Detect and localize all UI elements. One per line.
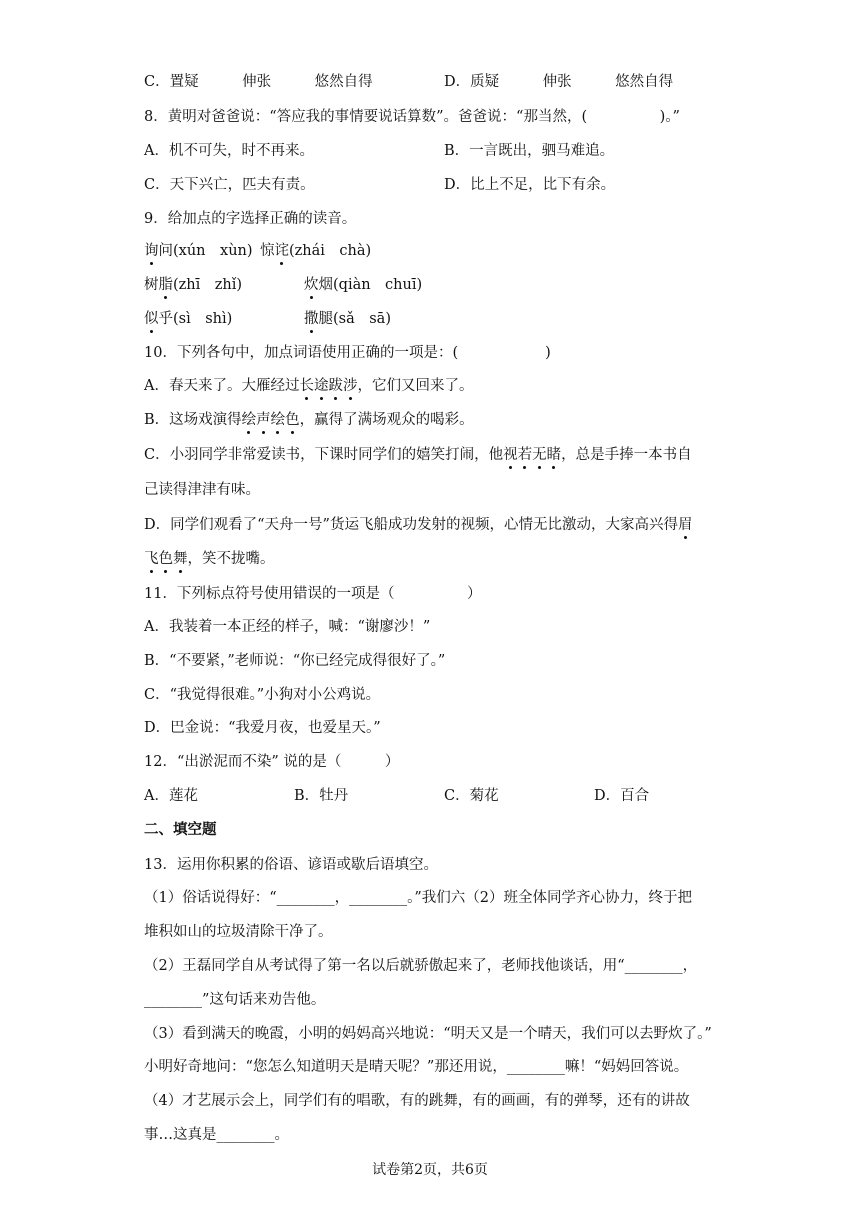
q9-word-1: 询问(xún xùn) <box>144 243 253 259</box>
q12-option-b: B．牡丹 <box>294 788 349 804</box>
q8-option-b: B．一言既出，驷马难追。 <box>444 143 615 159</box>
q12-option-d: D．百合 <box>594 788 650 804</box>
dotted-char: 眉 <box>677 517 693 533</box>
q8-option-c: C．天下兴亡，匹夫有责。 <box>144 177 315 193</box>
dotted-char: 跋 <box>328 378 343 394</box>
q11-option-c: C．“我觉得很难。”小狗对小公鸡说。 <box>144 687 381 703</box>
q12-option-c: C．菊花 <box>444 788 499 804</box>
dotted-char: 询 <box>144 243 159 259</box>
q9-word-3: 树脂(zhī zhǐ) <box>144 277 243 293</box>
q8-stem: 8．黄明对爸爸说：“答应我的事情要说话算数”。爸爸说：“那当然，( )。” <box>144 109 680 125</box>
q13-part3-line1: （3）看到满天的晚霞，小明的妈妈高兴地说：“明天又是一个晴天，我们可以去野炊了。” <box>144 1026 712 1042</box>
dotted-char: 声 <box>256 412 271 428</box>
q13-part3-line2: 小明好奇地问：“您怎么知道明天是晴天呢？”那还用说，________嘛！“妈妈回答说。 <box>144 1059 689 1075</box>
q7-option-c: C．置疑 伸张 悠然自得 <box>144 74 373 90</box>
dotted-char: 撒 <box>304 311 319 327</box>
q10-option-d-line2: 飞色舞，笑不拢嘴。 <box>144 551 275 567</box>
dotted-char: 绘 <box>241 412 257 428</box>
dotted-char: 色 <box>158 551 173 567</box>
q10-option-a: A．春天来了。大雁经过长途跋涉，它们又回来了。 <box>144 378 474 394</box>
q8-option-d: D．比上不足，比下有余。 <box>444 177 616 193</box>
dotted-char: 似 <box>144 311 159 327</box>
dotted-char: 色 <box>285 412 300 428</box>
q13-part2-line1: （2）王磊同学自从考试得了第一名以后就骄傲起来了，老师找他谈话，用“________， <box>144 958 698 974</box>
q10-option-c-line2: 己读得津津有味。 <box>144 482 260 498</box>
dotted-char: 诧 <box>274 243 289 259</box>
section-heading: 二、填空题 <box>144 821 217 838</box>
dotted-char: 飞 <box>144 551 159 567</box>
q9-word-4: 炊烟(qiàn chuī) <box>304 277 423 293</box>
q10-option-d: D．同学们观看了“天舟一号”货运飞船成功发射的视频，心情无比激动，大家高兴得眉 <box>144 517 693 533</box>
q8-option-a: A．机不可失，时不再来。 <box>144 143 314 159</box>
dotted-char: 无 <box>532 447 547 463</box>
dotted-char: 睹 <box>546 447 562 463</box>
q12-option-a: A．莲花 <box>144 788 198 804</box>
q13-part1-line1: （1）俗话说得好：“________，________。”我们六（2）班全体同学齐心协力，终于把 <box>144 890 693 906</box>
q11-option-b: B．“不要紧，”老师说：“你已经完成得很好了。” <box>144 653 446 669</box>
dotted-char: 舞 <box>173 551 188 567</box>
dotted-char: 视 <box>503 447 518 463</box>
q13-part4-line2: 事…这真是________。 <box>144 1127 289 1143</box>
q9-stem: 9．给加点的字选择正确的读音。 <box>144 211 357 227</box>
q11-stem: 11．下列标点符号使用错误的一项是（ ） <box>144 586 482 602</box>
dotted-char: 脂 <box>158 277 173 293</box>
q12-stem: 12．“出淤泥而不染” 说的是（ ） <box>144 754 400 770</box>
q9-word-5: 似乎(sì shì) <box>144 311 233 327</box>
dotted-char: 途 <box>313 378 329 394</box>
dotted-char: 绘 <box>270 412 286 428</box>
q10-stem: 10．下列各句中，加点词语使用正确的一项是：( ) <box>144 345 551 361</box>
q11-option-a: A．我装着一本正经的样子，喊：“谢廖沙！” <box>144 619 431 635</box>
page-footer: 试卷第2页，共6页 <box>372 1162 488 1178</box>
dotted-char: 涉 <box>342 378 358 394</box>
q13-stem: 13．运用你积累的俗语、谚语或歇后语填空。 <box>144 857 438 873</box>
q9-word-6: 撒腿(sǎ sā) <box>304 311 391 327</box>
q13-part1-line2: 堆积如山的垃圾清除干净了。 <box>144 924 333 940</box>
dotted-char: 若 <box>517 447 533 463</box>
q10-option-c: C．小羽同学非常爱读书，下课时同学们的嬉笑打闹，他视若无睹，总是手捧一本书自 <box>144 447 692 463</box>
q7-option-d: D．质疑 伸张 悠然自得 <box>444 74 674 90</box>
q13-part4-line1: （4）才艺展示会上，同学们有的唱歌，有的跳舞，有的画画，有的弹琴，还有的讲故 <box>144 1093 690 1109</box>
q10-option-b: B．这场戏演得绘声绘色，赢得了满场观众的喝彩。 <box>144 412 474 428</box>
q9-word-2: 惊诧(zhái chà) <box>260 243 372 259</box>
q13-part2-line2: ________”这句话来劝告他。 <box>144 992 326 1008</box>
dotted-char: 炊 <box>304 277 319 293</box>
q11-option-d: D．巴金说：“我爱月夜，也爱星天。” <box>144 720 381 736</box>
dotted-char: 长 <box>299 378 314 394</box>
